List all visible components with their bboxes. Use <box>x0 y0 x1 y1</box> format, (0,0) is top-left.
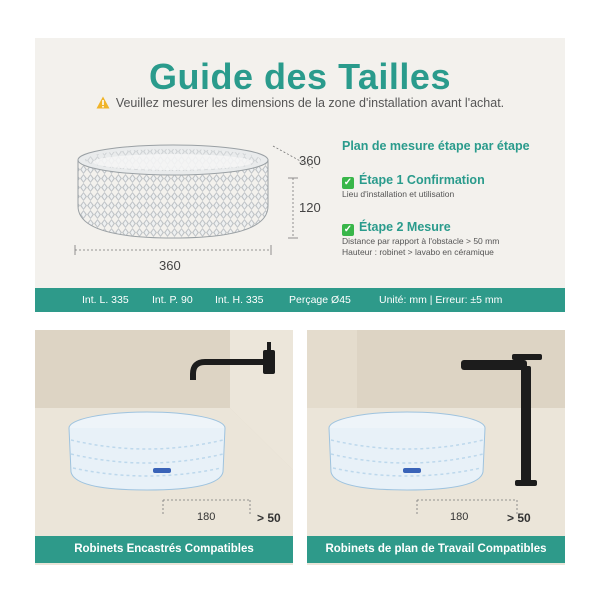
spec-inner-height: Int. H. 335 <box>215 294 264 306</box>
spec-inner-depth: Int. P. 90 <box>152 294 193 306</box>
step1-title: ✓ Étape 1 Confirmation <box>343 173 485 188</box>
wall-faucet-caption: Robinets Encastrés Compatibles <box>35 536 293 563</box>
right-distance-label: 180 <box>450 511 469 523</box>
check-icon: ✓ <box>343 177 353 188</box>
left-distance-label: 180 <box>197 511 216 523</box>
wall-faucet-illustration <box>35 330 293 565</box>
bowl-illustration <box>73 138 323 273</box>
countertop-faucet-illustration <box>307 330 565 565</box>
depth-label: 360 <box>299 153 321 168</box>
height-label: 120 <box>299 200 321 215</box>
spec-inner-length: Int. L. 335 <box>82 294 129 306</box>
width-label: 360 <box>159 258 181 273</box>
warning-icon <box>96 96 110 109</box>
spec-bar <box>35 288 565 312</box>
step2-description-1: Distance par rapport à l'obstacle > 50 mm <box>342 236 500 246</box>
countertop-faucet-scene <box>307 330 565 565</box>
step2-title: ✓ Étape 2 Mesure <box>343 220 451 235</box>
spec-drill: Perçage Ø45 <box>289 294 351 306</box>
wall-mounted-faucet-scene <box>35 330 293 565</box>
check-icon: ✓ <box>343 224 353 235</box>
step2-description-2: Hauteur : robinet > lavabo en céramique <box>342 247 494 257</box>
right-min-label: > 50 <box>507 511 531 525</box>
spec-units: Unité: mm | Erreur: ±5 mm <box>379 294 503 306</box>
left-min-label: > 50 <box>257 511 281 525</box>
warning-notice <box>35 96 565 110</box>
countertop-faucet-caption: Robinets de plan de Travail Compatibles <box>307 536 565 563</box>
page-title: Guide des Tailles <box>149 56 451 97</box>
size-guide-panel <box>35 38 565 312</box>
steps-heading: Plan de mesure étape par étape <box>342 139 530 153</box>
bowl-dimension-diagram <box>73 138 323 273</box>
step1-description: Lieu d'installation et utilisation <box>342 189 455 199</box>
warning-text: Veuillez mesurer les dimensions de la zone d'installation avant l'achat. <box>115 96 505 110</box>
